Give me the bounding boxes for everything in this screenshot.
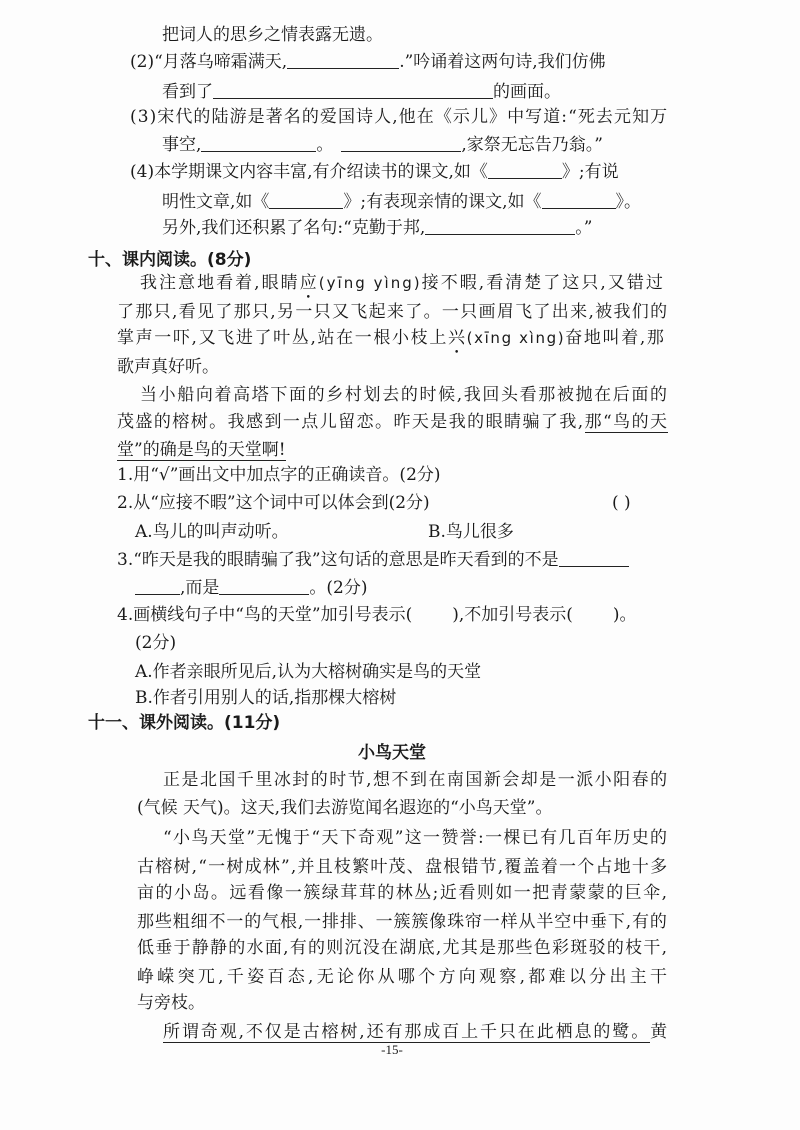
passage-line: (气候 天气)。这天,我们去游览闻名遐迩的“小鸟天堂”。	[137, 798, 553, 818]
answer-blank[interactable]	[213, 81, 493, 99]
passage-line: 了那只,看见了那只,另一只又飞起来了。一只画眉飞了出来,被我们的	[117, 302, 669, 322]
dotted-char: 应	[299, 273, 319, 293]
text: 》;有表现亲情的课文,如《	[343, 192, 542, 212]
passage-line	[117, 327, 666, 358]
question-1: 1.用“√”画出文中加点字的正确读音。(2分)	[117, 465, 441, 485]
question-poetry-4-cont	[162, 191, 641, 213]
text: (4)本学期课文内容丰富,有介绍读书的课文,如《	[130, 162, 488, 182]
answer-blank[interactable]	[201, 134, 316, 152]
passage-line: 与旁枝。	[137, 993, 205, 1013]
passage-line	[117, 411, 668, 433]
text: 明性文章,如《	[162, 192, 270, 212]
section-10-heading: 十、课内阅读。(8分)	[88, 250, 252, 270]
text: 茂盛的榕树。我感到一点儿留恋。昨天是我的眼睛骗了我,	[117, 412, 585, 432]
text: )。	[612, 605, 637, 625]
page-number: -15-	[381, 1042, 403, 1057]
pinyin-options[interactable]: (xīng xìng)	[466, 329, 566, 347]
passage-title: 小鸟天堂	[358, 743, 426, 763]
passage-line	[163, 1021, 669, 1043]
passage-line: 低垂于静静的水面,有的则沉没在湖底,尤其是那些色彩斑驳的枝干,	[137, 938, 669, 958]
text: 掌声一吓,又飞进了叶丛,站在一根小枝上	[117, 328, 448, 348]
passage-line: 古榕树,“一树成林”,并且枝繁叶茂、盘根错节,覆盖着一个占地十多	[137, 857, 669, 877]
answer-paren[interactable]: ( )	[612, 493, 631, 513]
question-poetry-3: (3)宋代的陆游是著名的爱国诗人,他在《示儿》中写道:“死去元知万	[130, 107, 669, 127]
text: 黄	[650, 1022, 670, 1042]
answer-blank[interactable]	[341, 134, 461, 152]
poetry-line: 把词人的思乡之情表露无遗。	[162, 25, 383, 45]
answer-blank[interactable]	[488, 161, 562, 179]
underlined-sentence: 那“鸟的天	[584, 412, 669, 432]
answer-blank[interactable]	[287, 51, 399, 69]
answer-blank[interactable]	[542, 191, 616, 209]
text: 。(2分)	[309, 578, 368, 598]
passage-line	[140, 272, 665, 303]
underlined-sentence: 堂”的确是鸟的天堂啊!	[117, 440, 286, 460]
text: 的画面。	[493, 82, 561, 102]
question-2: 2.从“应接不暇”这个词中可以体会到(2分)	[117, 493, 430, 513]
text: ,家祭无忘告乃翁。”	[461, 135, 604, 155]
passage-line	[117, 439, 286, 461]
text: ),不加引号表示(	[452, 605, 573, 625]
passage-line: 亩的小岛。远看像一簇绿茸茸的林丛;近看则如一把青蒙蒙的巨伞,	[137, 883, 669, 903]
option-a[interactable]: A.作者亲眼所见后,认为大榕树确实是鸟的天堂	[135, 662, 482, 682]
question-poetry-4-cont2	[162, 217, 592, 239]
text: 。”	[575, 218, 593, 238]
answer-blank[interactable]	[135, 577, 180, 595]
option-a[interactable]: A.鸟儿的叫声动听。	[135, 522, 289, 542]
answer-blank[interactable]	[269, 191, 343, 209]
section-11-heading: 十一、课外阅读。(11分)	[88, 713, 281, 733]
question-4-score: (2分)	[135, 633, 177, 653]
question-3	[117, 549, 629, 571]
question-poetry-2-cont	[162, 81, 561, 103]
answer-blank[interactable]	[219, 577, 309, 595]
text: 事空,	[162, 135, 202, 155]
answer-blank[interactable]	[425, 217, 575, 235]
text: 4.画横线句子中“鸟的天堂”加引号表示(	[117, 605, 413, 625]
passage-line: “小鸟天堂”无愧于“天下奇观”这一赞誉:一棵已有几百年历史的	[163, 828, 669, 848]
text: (2)“月落乌啼霜满天,	[130, 52, 288, 72]
text: 另外,我们还积累了名句:“克勤于邦,	[162, 218, 426, 238]
text: 。	[316, 135, 334, 155]
dotted-char: 兴	[447, 328, 467, 348]
question-poetry-3-cont	[162, 134, 603, 156]
question-4	[117, 604, 637, 626]
passage-line: 那些粗细不一的气根,一排排、一簇簇像珠帘一样从半空中垂下,有的	[137, 912, 668, 932]
text: 接不暇,看清楚了这只,又错过	[421, 273, 665, 293]
text: 奋地叫着,那	[565, 328, 666, 348]
question-3-cont	[135, 577, 368, 599]
option-b[interactable]: B.作者引用别人的话,指那棵大榕树	[135, 688, 397, 708]
question-poetry-2	[130, 51, 606, 73]
text: 看到了	[162, 82, 213, 102]
passage-line: 歌声真好听。	[117, 357, 219, 377]
passage-line: 当小船向着高塔下面的乡村划去的时候,我回头看那被抛在后面的	[140, 385, 669, 405]
text: 3.“昨天是我的眼睛骗了我”这句话的意思是昨天看到的不是	[117, 550, 559, 570]
passage-line: 峥嵘突兀,千姿百态,无论你从哪个方向观察,都难以分出主干	[137, 967, 671, 987]
text: 我注意地看着,眼睛	[140, 273, 300, 293]
text: ,而是	[180, 578, 220, 598]
passage-line: 正是北国千里冰封的时节,想不到在南国新会却是一派小阳春的	[163, 770, 669, 790]
answer-blank[interactable]	[559, 549, 629, 567]
question-poetry-4	[130, 161, 619, 183]
underlined-sentence: 所谓奇观,不仅是古榕树,还有那成百上千只在此栖息的鹭。	[163, 1022, 651, 1042]
text: .”吟诵着这两句诗,我们仿佛	[399, 52, 606, 72]
text: 》。	[615, 192, 642, 212]
text: 》;有说	[561, 162, 619, 182]
pinyin-options[interactable]: (yīng yìng)	[318, 274, 422, 292]
option-b[interactable]: B.鸟儿很多	[428, 522, 514, 542]
